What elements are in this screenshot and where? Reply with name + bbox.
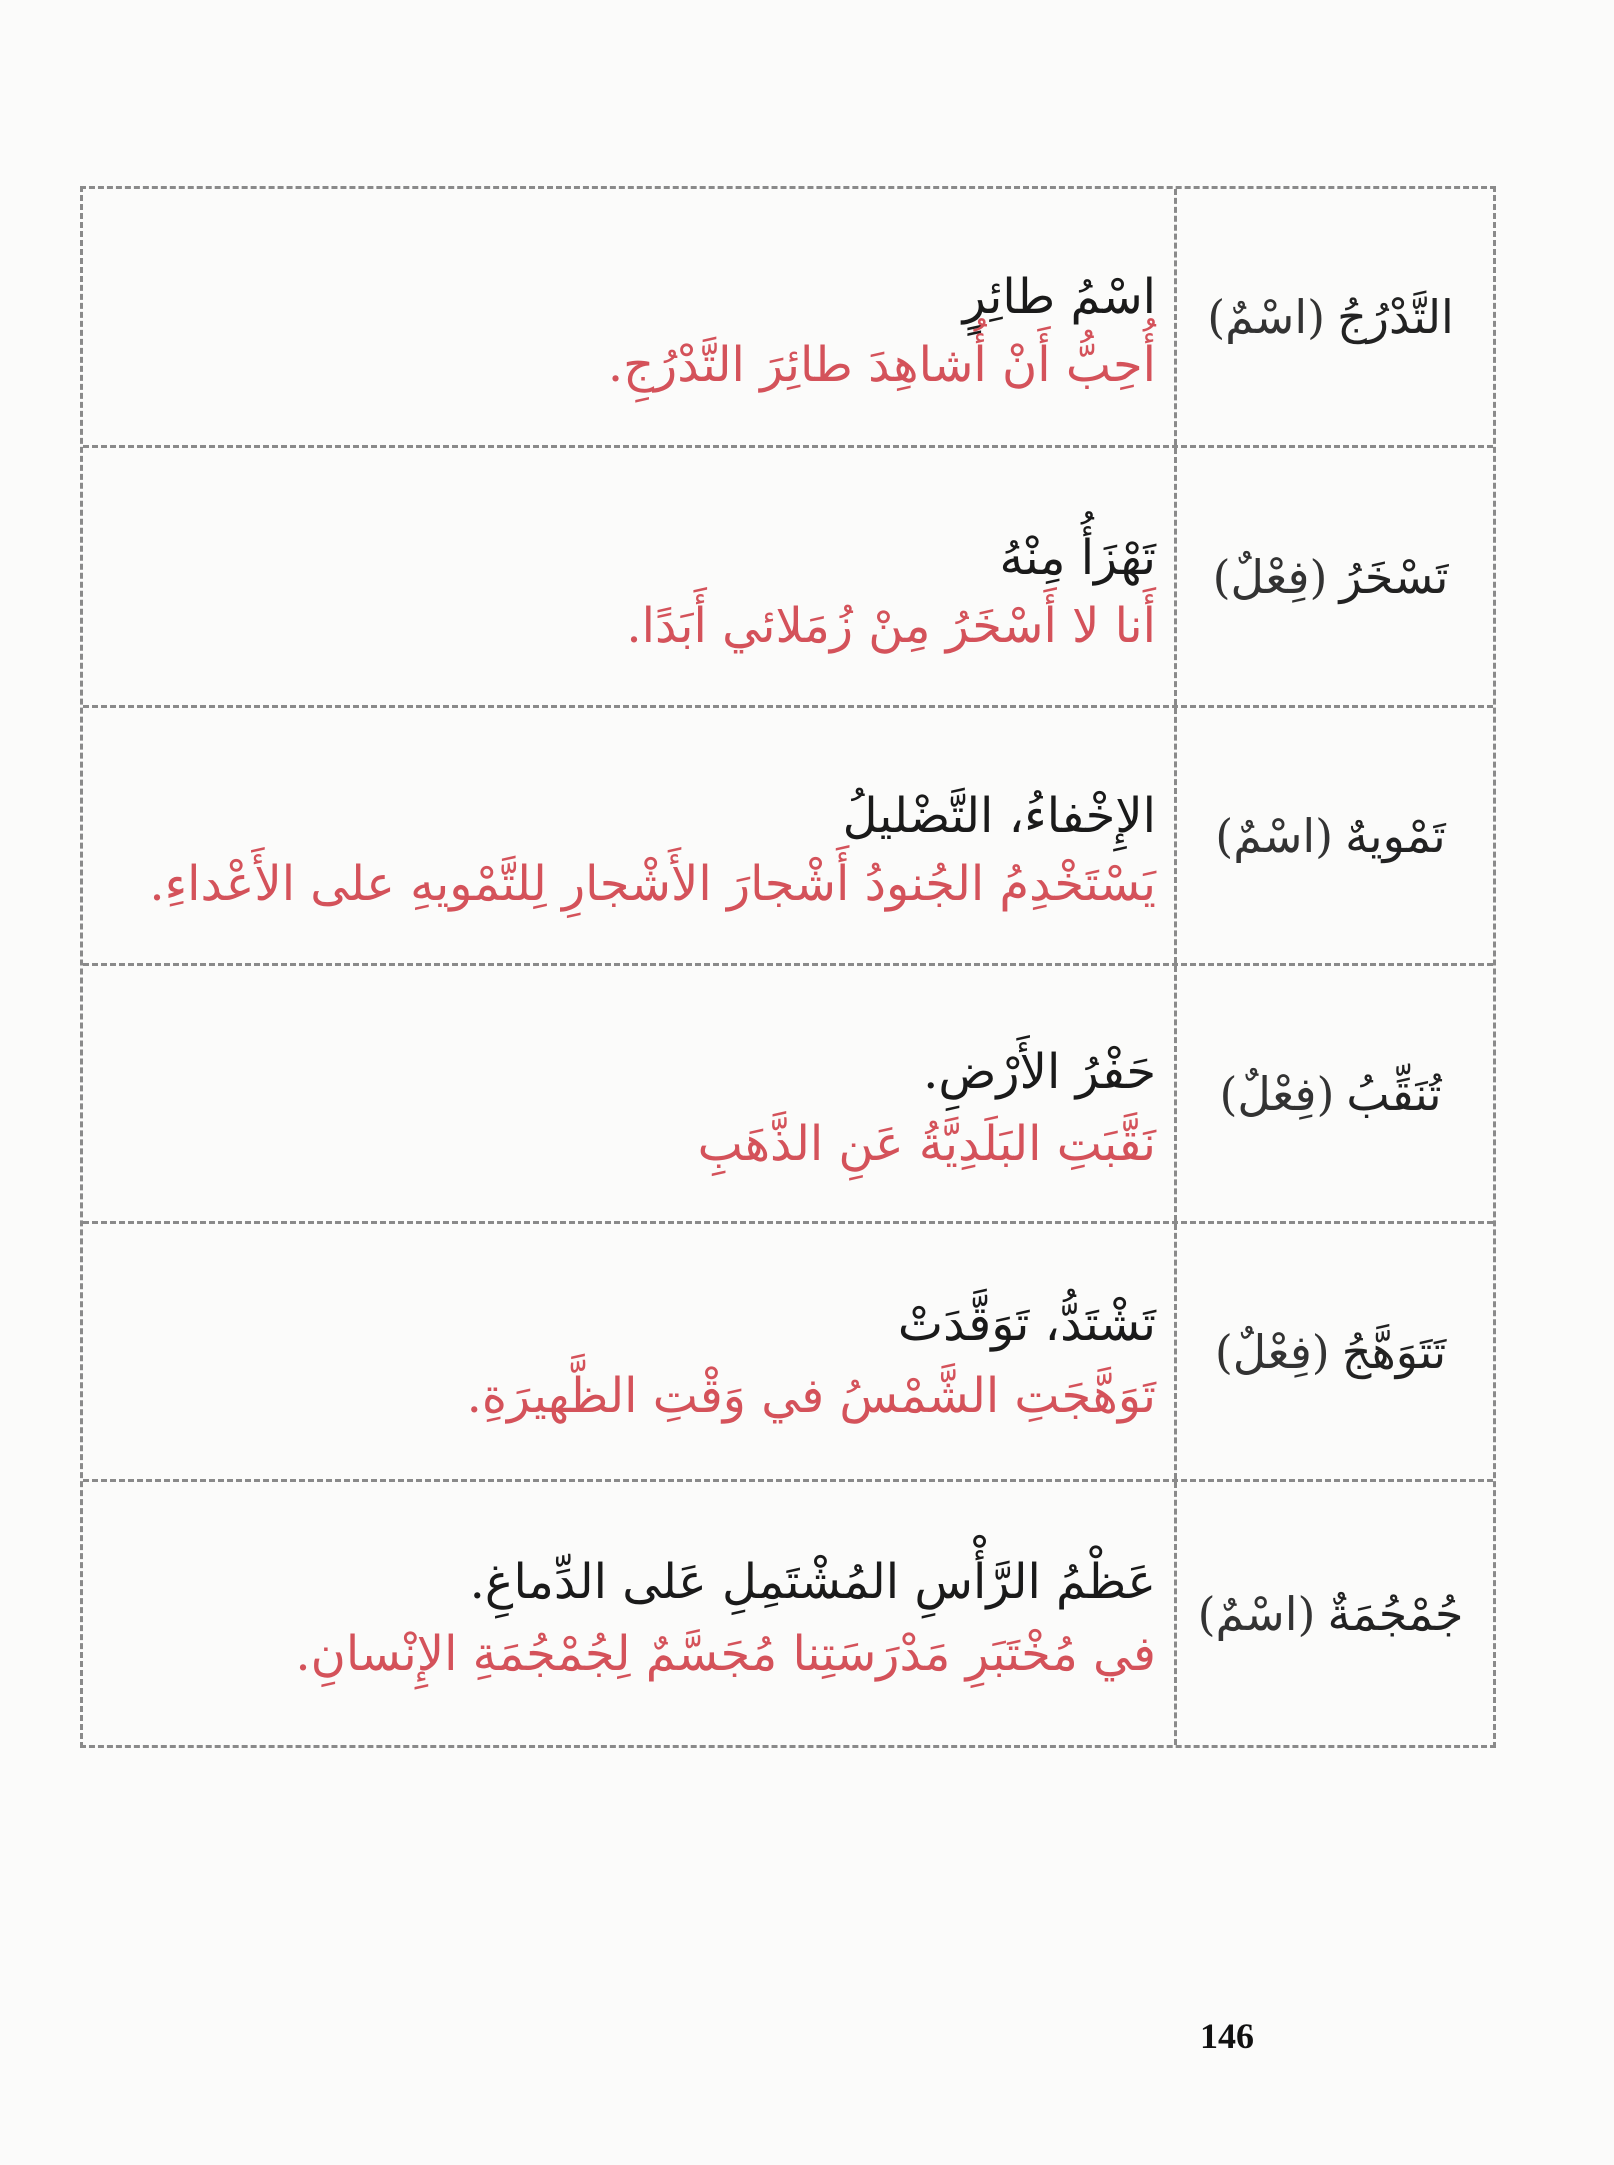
column-divider	[1174, 1224, 1177, 1479]
term-word: تَتَوَهَّجُ	[1341, 1324, 1447, 1379]
vocabulary-table	[80, 186, 1496, 1748]
definition-text: حَفْرُ الأَرْضِ.	[923, 1044, 1156, 1100]
vocabulary-row	[83, 189, 1493, 445]
vocabulary-term	[1168, 1224, 1493, 1479]
term-word: تَمْويهٌ	[1345, 808, 1446, 863]
vocabulary-row	[83, 1479, 1493, 1745]
term-word: تُنَقِّبُ	[1346, 1066, 1442, 1121]
part-of-speech: (فِعْلٌ)	[1219, 1066, 1335, 1121]
example-sentence: أَنا لا أَسْخَرُ مِنْ زُمَلائي أَبَدًا.	[626, 598, 1156, 654]
term-word: جُمْجُمَةٌ	[1327, 1586, 1464, 1641]
vocabulary-term	[1168, 966, 1493, 1221]
vocabulary-term	[1168, 1482, 1493, 1745]
page-number: 146	[1200, 2016, 1254, 2056]
vocabulary-row	[83, 1221, 1493, 1479]
definition-text: اسْمُ طائِرٍ	[962, 269, 1156, 325]
example-sentence: تَوَهَّجَتِ الشَّمْسُ في وَقْتِ الظَّهيرَةِ.	[466, 1368, 1156, 1424]
vocabulary-term	[1168, 708, 1493, 963]
definition-cell	[83, 708, 1174, 963]
column-divider	[1174, 708, 1177, 963]
vocabulary-row	[83, 445, 1493, 705]
column-divider	[1174, 966, 1177, 1221]
vocabulary-term	[1168, 448, 1493, 705]
example-sentence: يَسْتَخْدِمُ الجُنودُ أَشْجارَ الأَشْجارِ لِلتَّمْويهِ على الأَعْداءِ.	[149, 856, 1156, 912]
definition-text: تَشْتَدُّ، تَوَقَّدَتْ	[897, 1296, 1156, 1352]
part-of-speech: (اسْمٌ)	[1197, 1586, 1316, 1641]
definition-cell	[83, 1224, 1174, 1479]
part-of-speech: (اسْمٌ)	[1215, 808, 1334, 863]
term-word: التَّدْرُجُ	[1337, 290, 1454, 344]
column-divider	[1174, 1482, 1177, 1745]
example-sentence: نَقَّبَتِ البَلَدِيَّةُ عَنِ الذَّهَبِ	[697, 1116, 1156, 1172]
example-sentence: في مُخْتَبَرِ مَدْرَسَتِنا مُجَسَّمٌ لِجُمْجُمَةِ الإِنْسانِ.	[295, 1626, 1156, 1682]
term-word: تَسْخَرُ	[1339, 549, 1449, 604]
definition-text: تَهْزَأُ مِنْهُ	[999, 530, 1156, 586]
part-of-speech: (فِعْلٌ)	[1214, 1324, 1330, 1379]
definition-text: الإِخْفاءُ، التَّضْليلُ	[842, 788, 1156, 844]
part-of-speech: (فِعْلٌ)	[1212, 549, 1328, 604]
column-divider	[1174, 189, 1177, 445]
example-sentence: أُحِبُّ أَنْ أُشاهِدَ طائِرَ التَّدْرُجِ.	[607, 337, 1156, 393]
vocabulary-row	[83, 963, 1493, 1221]
vocabulary-row	[83, 705, 1493, 963]
definition-text: عَظْمُ الرَّأْسِ المُشْتَمِلِ عَلى الدِّماغِ.	[469, 1554, 1156, 1610]
definition-cell	[83, 966, 1174, 1221]
definition-cell	[83, 189, 1174, 445]
vocabulary-term	[1168, 189, 1493, 445]
definition-cell	[83, 1482, 1174, 1745]
column-divider	[1174, 448, 1177, 705]
part-of-speech: (اسْمٌ)	[1207, 290, 1326, 344]
definition-cell	[83, 448, 1174, 705]
